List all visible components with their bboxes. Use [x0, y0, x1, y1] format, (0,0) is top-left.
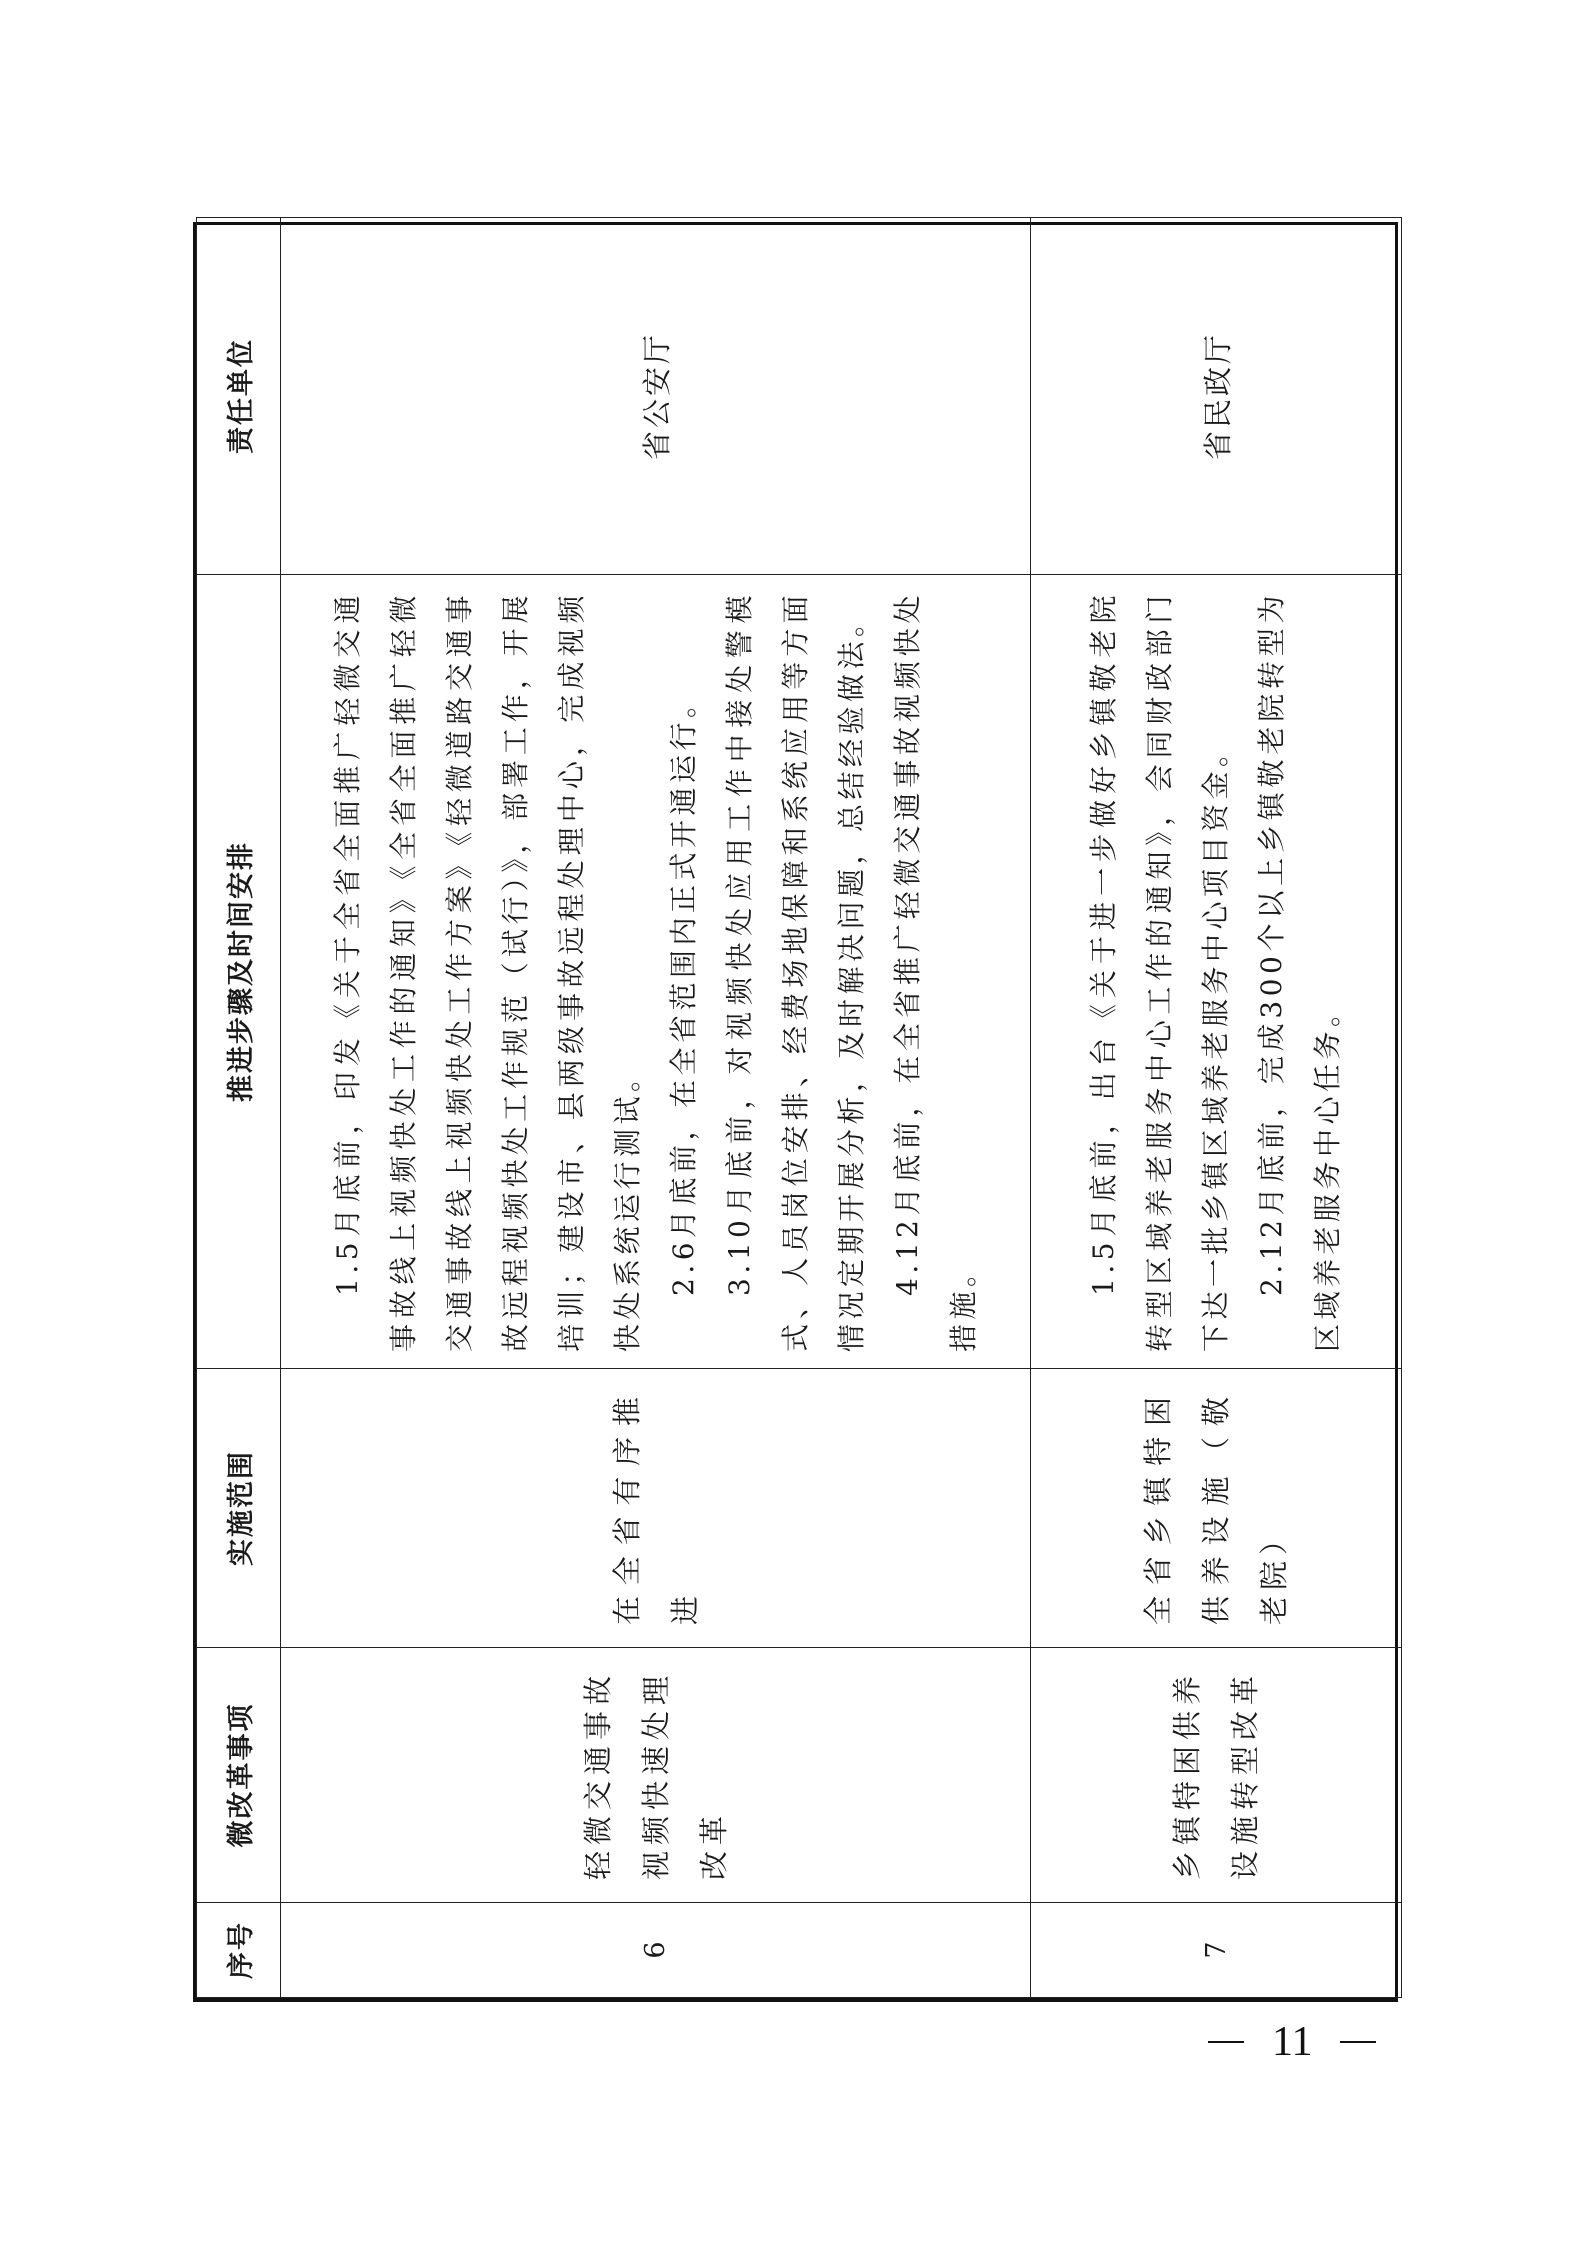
step-item: 2.6月底前，在全省范围内正式开通运行。: [666, 685, 700, 1296]
step-item: 1.5月底前，出台《关于进一步做好乡镇敬老院转型区域养老服务中心工作的通知》，会同财政部门下达一批乡镇区域养老服务中心项目资金。: [1087, 591, 1232, 1352]
header-steps: 推进步骤及时间安排: [197, 575, 281, 1369]
row-scope: 在全省有序推进: [281, 1369, 1031, 1648]
page-number: [1180, 2018, 1404, 2066]
step-item: 3.10月底前，对视频快处应用工作中接处警模式、人员岗位安排、经费场地保障和系统应用等方面情况定期开展分析，及时解决问题，总结经验做法。: [722, 591, 868, 1352]
header-seq: 序号: [197, 1903, 281, 1998]
step-item: 1.5月底前，印发《关于全省全面推广轻微交通事故线上视频快处工作的通知》《全省全面推广轻微交通事故线上视频快处工作方案》《轻微道路交通事故远程视频快处工作规范（试行）》，部署工作，开展培训；建设市、县两级事故远程处理中心，完成视频快处系统运行测试。: [330, 591, 644, 1352]
row-seq: 7: [1031, 1903, 1402, 1998]
page-number-dash-left: [1208, 2041, 1244, 2043]
page-number-dash-right: [1340, 2041, 1376, 2043]
row-scope: 全省乡镇特困供养设施（敬老院）: [1031, 1369, 1402, 1648]
reform-table-frame: [193, 222, 1398, 2002]
page-number-text: 11: [1272, 2019, 1313, 2065]
table-row: [281, 218, 1031, 1998]
row-responsible-unit: 省公安厅: [281, 218, 1031, 575]
row-reform-item: 乡镇特困供养设施转型改革: [1031, 1648, 1402, 1903]
step-item: 4.12月底前，在全省推广轻微交通事故视频快处措施。: [890, 591, 980, 1352]
row-reform-item: 轻微交通事故视频快速处理改革: [281, 1648, 1031, 1903]
header-scope: 实施范围: [197, 1369, 281, 1648]
row-steps: [281, 575, 1031, 1369]
row-responsible-unit: 省民政厅: [1031, 218, 1402, 575]
row-seq: 6: [281, 1903, 1031, 1998]
table-header-row: [197, 218, 281, 1998]
table-row: [1031, 218, 1402, 1998]
step-item: 2.12月底前，完成300个以上乡镇敬老院转型为区域养老服务中心任务。: [1255, 591, 1344, 1352]
row-steps: [1031, 575, 1402, 1369]
header-unit: 责任单位: [197, 218, 281, 575]
header-item: 微改革事项: [197, 1648, 281, 1903]
reform-table: [196, 217, 1402, 1998]
